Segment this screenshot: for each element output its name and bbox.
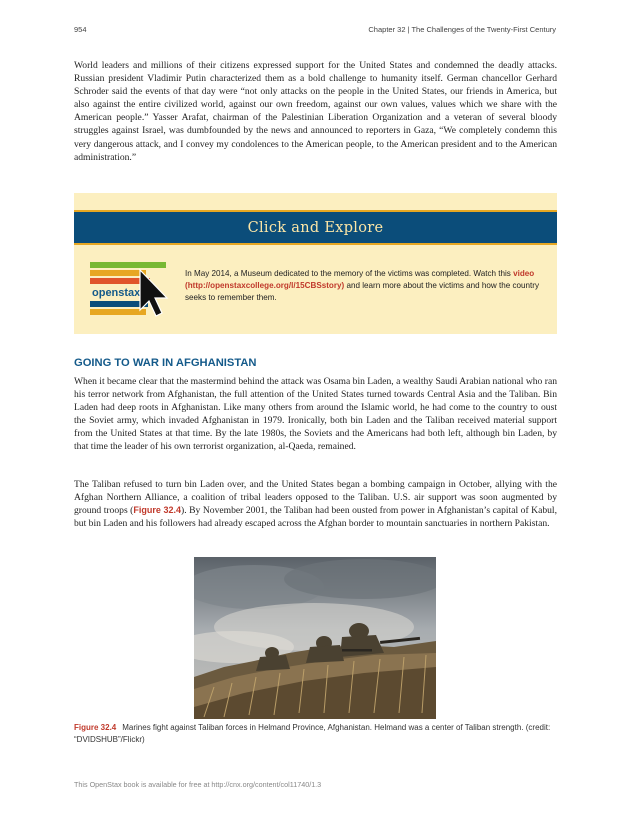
- figure-caption-text: Marines fight against Taliban forces in Helmand Province, Afghanistan. Helmand was a center of Taliban strength. (credit: “DVIDSHUB”/Flickr): [74, 723, 551, 744]
- section-title: GOING TO WAR IN AFGHANISTAN: [74, 357, 257, 369]
- feature-description: [185, 268, 545, 304]
- paragraph-taliban-after: ). By November 2001, the Taliban had been ousted from power in Afghanistan’s capital of Kabul, but bin Laden and his followers had already escaped across the Afghan border to mountain sanctuaries in northern Pakistan.: [74, 505, 557, 530]
- feature-title: Click and Explore: [247, 220, 384, 236]
- openstax-logo-icon: [88, 260, 188, 318]
- marines-photo-illustration: [194, 557, 436, 719]
- paragraph-taliban-before: The Taliban refused to turn bin Laden over, and the United States began a bombing campaign in October, allying with the Afghan Northern Alliance, a coalition of tribal leaders opposed to the Taliban. U.S. air support was soon augmented by ground troops (: [74, 479, 557, 517]
- feature-text-before: In May 2014, a Museum dedicated to the memory of the victims was completed. Watch this: [185, 269, 514, 278]
- feature-text-after: and learn more about the victims and how the country seeks to remember them.: [185, 281, 540, 302]
- figure-label: Figure 32.4: [74, 723, 117, 732]
- video-link[interactable]: video (http://openstaxcollege.org/l/15CBSstory): [185, 269, 535, 290]
- openstax-logo-text: openstax: [92, 287, 141, 299]
- feature-title-band: [74, 210, 557, 245]
- click-and-explore-box: [74, 193, 557, 334]
- figure-caption: [74, 722, 557, 745]
- page-footer: This OpenStax book is available for free at http://cnx.org/content/col11740/1.3: [74, 780, 322, 789]
- chapter-header: Chapter 32 | The Challenges of the Twenty-First Century: [368, 25, 556, 34]
- paragraph-world-leaders: World leaders and millions of their citizens expressed support for the United States and condemned the deadly attacks. Russian president Vladimir Putin characterized them as a bold challenge to humanity itself. German chancellor Gerhard Schroder said the events of that day were “not only attacks on the people in the United States, our friends in America, but also against the entire civilized world, against our own freedom, against our own values, values which we share with the American people.” Yasser Arafat, chairman of the Palestinian Liberation Organization and a veteran of several bloody struggles against Israel, was dumbfounded by the news and announced to reporters in Gaza, “We completely condemn this very dangerous attack, and I convey my condolences to the American people, to the American president and to the American administration.”: [74, 60, 557, 163]
- figure-reference-link[interactable]: Figure 32.4: [133, 505, 182, 516]
- paragraph-bin-laden: When it became clear that the mastermind behind the attack was Osama bin Laden, a wealthy Saudi Arabian national who ran his terror network from Afghanistan, the full attention of the United States turned towards Central Asia and the Taliban. Bin Laden had deep roots in Afghanistan. Like many others from around the Islamic world, he had come to the country to oust the Soviet army, which invaded Afghanistan in 1979. Ironically, both bin Laden and the Taliban received material support from the United States at that time. By the late 1980s, the Soviets and the Americans had both left, although bin Laden, by that time the leader of his own terrorist organization, al-Qaeda, remained.: [74, 376, 557, 453]
- paragraph-taliban: [74, 478, 557, 530]
- marines-photo: [194, 557, 436, 719]
- page-number: 954: [74, 25, 87, 34]
